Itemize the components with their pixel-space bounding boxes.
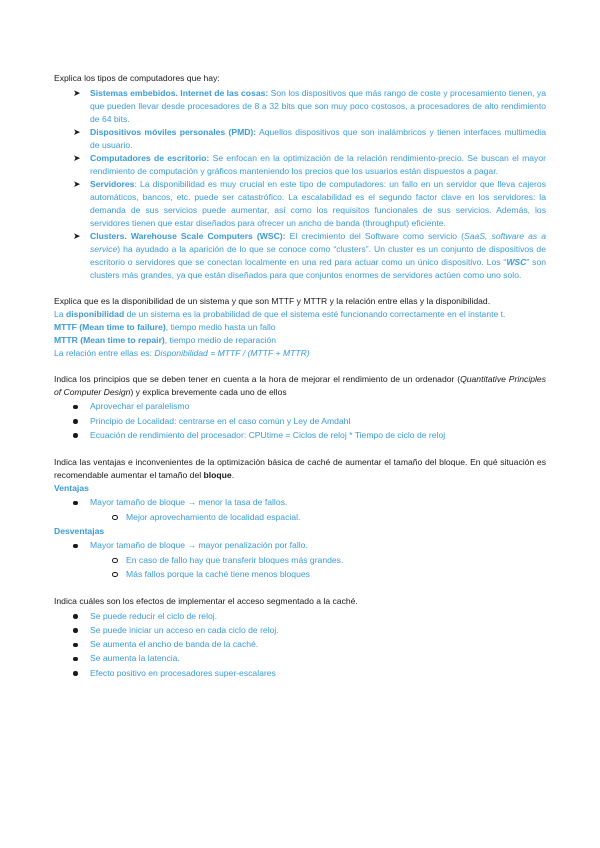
advantages-list <box>54 496 546 509</box>
bullet-icon <box>73 405 78 410</box>
question-design-principles: Indica los principios que se deben tener en cuenta a la hora de mejorar el rendimiento de un ordenador (Quantitative Principles of Computer Design) y explica brevemente cada uno de ellos <box>54 374 546 397</box>
list-item: Se puede reducir el ciclo de reloj. <box>90 610 546 623</box>
availability-definition: La disponibilidad de un sistema es la probabilidad de que el sistema esté funcionando correctamente en el instante t. <box>54 309 506 319</box>
arrow-bullet-icon: ➤ <box>73 153 81 163</box>
list-item: ➤ Servidores: La disponibilidad es muy crucial en este tipo de computadores: un fallo en un servidor que lleva cajeros automáticos, bancos, etc. puede ser catastrófico. La escalabilidad es el segundo factor clave en los servidores: la demanda de sus servicios puede aumentar, así como los requisitos funcionales de sus servicios. Además, los servidores tienen que estar diseñados para ofrecer un ancho de banda (throughput) eficiente. <box>73 179 546 228</box>
bullet-icon <box>73 643 78 648</box>
question-segmented-cache: Indica cuáles son los efectos de implementar el acceso segmentado a la caché. <box>54 596 358 607</box>
list-item: En caso de fallo hay que transferir bloques más grandes. <box>126 554 546 567</box>
circle-bullet-icon <box>112 558 118 564</box>
list-item: Se puede iniciar un acceso en cada ciclo de reloj. <box>90 624 546 637</box>
mttf-definition: MTTF (Mean time to failure), tiempo medio hasta un fallo <box>54 322 276 332</box>
list-item: Mejor aprovechamiento de localidad espacial. <box>126 511 546 524</box>
bullet-icon <box>73 671 78 676</box>
question-block-size: Indica las ventajas e inconvenientes de la optimización básica de caché de aumentar el tamaño del bloque. En qué situación es recomendable aumentar el tamaño del bloque. <box>54 457 546 481</box>
advantages-sublist <box>54 511 546 524</box>
bullet-icon <box>73 419 78 424</box>
list-item: Ecuación de rendimiento del procesador: CPUtime = Ciclos de reloj * Tiempo de ciclo de reloj <box>90 429 546 442</box>
list-item: ➤ Sistemas embebidos. Internet de las cosas: Son los dispositivos que más rango de coste y procesamiento tienen, ya que pueden llevar desde procesadores de 8 a 32 bits que son muy poco costosos, a procesadores de alto rendimiento de 64 bits. <box>73 88 547 124</box>
disadvantages-sublist <box>54 554 546 581</box>
principles-list <box>54 400 546 442</box>
arrow-bullet-icon: ➤ <box>73 179 81 189</box>
list-item: ➤ Computadores de escritorio: Se enfocan en la optimización de la relación rendimiento-precio. Se buscan el mayor rendimiento de computación y gráficos manteniendo los precios que los usuarios están dispuestos a pagar. <box>73 153 546 176</box>
circle-bullet-icon <box>112 515 118 521</box>
mttr-definition: MTTR (Mean time to repair), tiempo medio de reparación <box>54 335 277 345</box>
list-item: Mayor tamaño de bloque → mayor penalización por fallo. <box>90 539 546 552</box>
list-item: ➤ Clusters. Warehouse Scale Computers (WSC): El crecimiento del Software como servicio (SaaS, software as a service) ha ayudado a la aparición de lo que se conoce como “clusters”. Un cluster es un conjunto de dispositivos de escritorio o servidores que se conectan localmente en una red para actuar como un único dispositivo. Los “WSC” son clusters más grandes, ya que están diseñados para que conjuntos enormes de servidores actúen como uno solo. <box>73 231 546 280</box>
list-item: Mayor tamaño de bloque → menor la tasa de fallos. <box>90 496 546 509</box>
list-item: Más fallos porque la caché tiene menos bloques <box>126 568 546 581</box>
arrow-bullet-icon: ➤ <box>73 88 81 98</box>
document-body <box>54 72 546 681</box>
list-item: Aprovechar el paralelismo <box>90 400 546 413</box>
bullet-icon <box>73 433 78 438</box>
list-item: ➤ Dispositivos móviles personales (PMD): Aquellos dispositivos que son inalámbricos y tienen interfaces multimedia de usuario. <box>73 127 546 150</box>
question-computer-types: Explica los tipos de computadores que hay: <box>54 73 220 83</box>
question-availability: Explica que es la disponibilidad de un sistema y que son MTTF y MTTR y la relación entre ellas y la disponibilidad. <box>54 296 491 306</box>
list-item: Efecto positivo en procesadores super-escalares <box>90 667 546 680</box>
circle-bullet-icon <box>112 572 118 578</box>
segmented-cache-effects-list <box>54 610 546 680</box>
bullet-icon <box>73 501 78 506</box>
disadvantages-list <box>54 539 546 552</box>
list-item: Principio de Localidad: centrarse en el caso común y Ley de Amdahl <box>90 415 546 428</box>
computer-types-list <box>54 87 546 282</box>
disadvantages-heading: Desventajas <box>54 526 105 537</box>
arrow-bullet-icon: ➤ <box>73 231 81 241</box>
list-item: Se aumenta la latencia. <box>90 652 546 665</box>
bullet-icon <box>73 544 78 549</box>
list-item: Se aumenta el ancho de banda de la caché. <box>90 638 546 651</box>
bullet-icon <box>73 628 78 633</box>
bullet-icon <box>73 657 78 662</box>
advantages-heading: Ventajas <box>54 483 89 494</box>
availability-formula: La relación entre ellas es: Disponibilidad = MTTF / (MTTF + MTTR) <box>54 348 310 358</box>
arrow-bullet-icon: ➤ <box>73 127 81 137</box>
bullet-icon <box>73 614 78 619</box>
